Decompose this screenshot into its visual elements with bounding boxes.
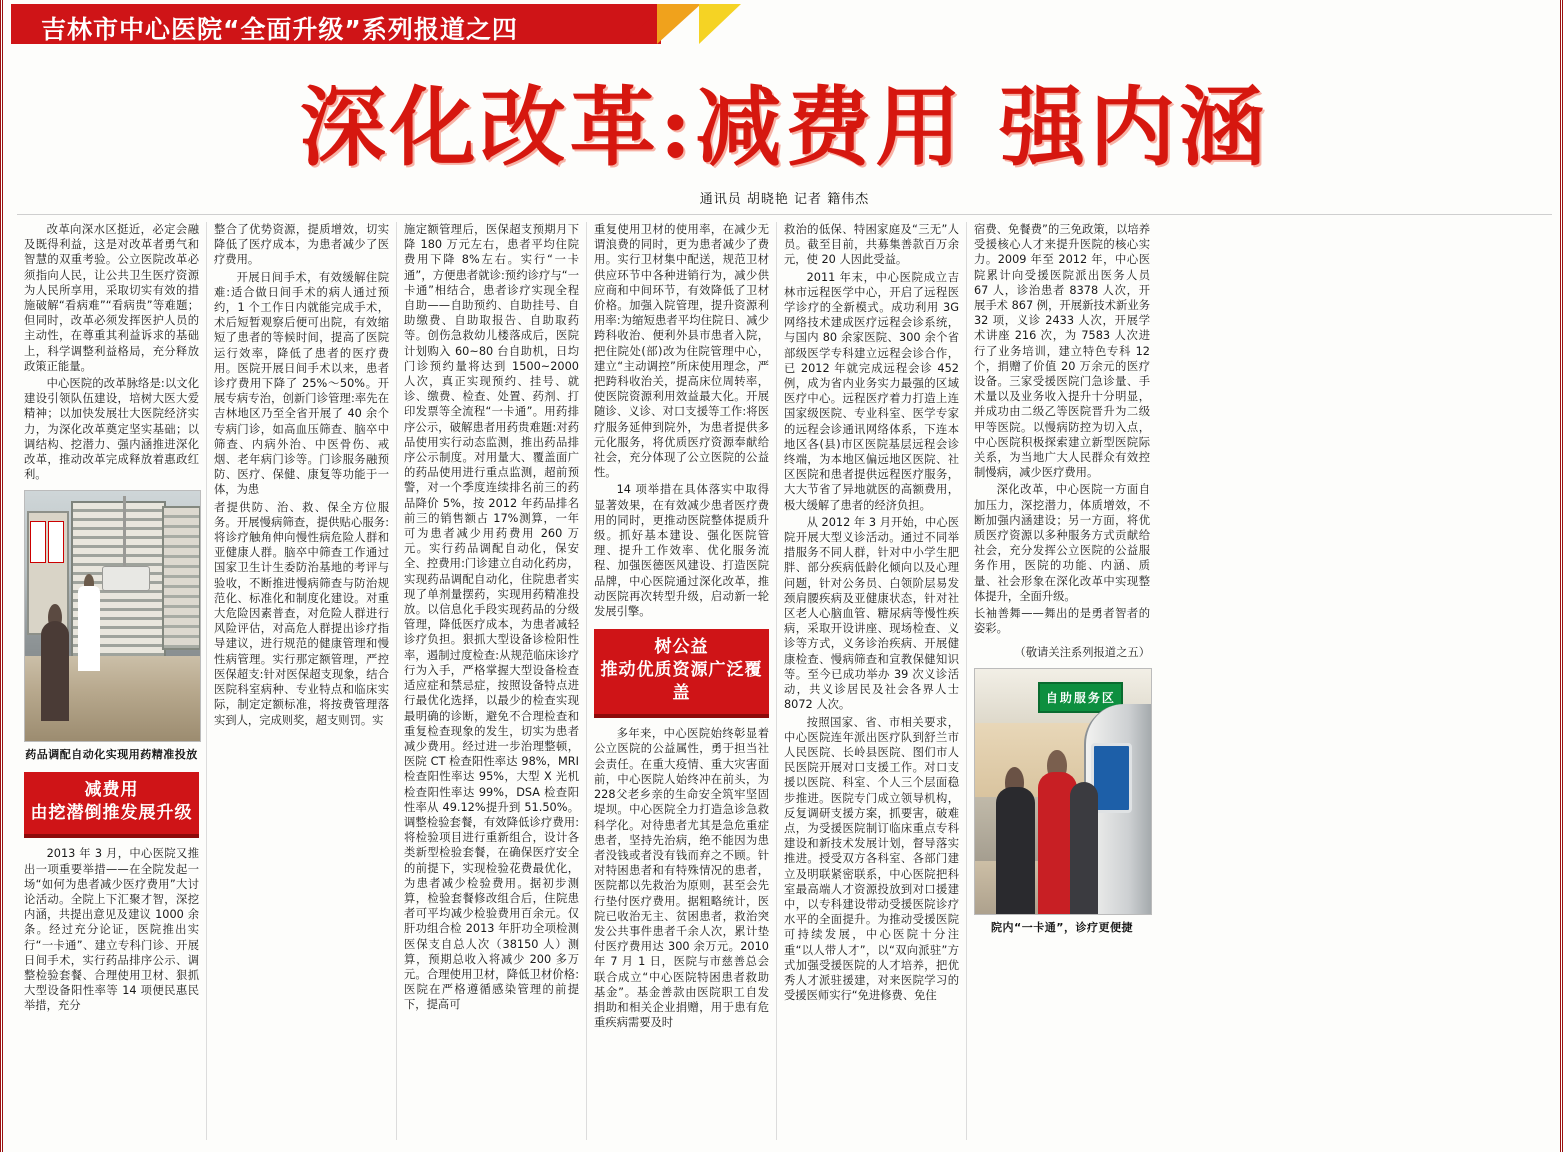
paragraph: 改革向深水区挺近，必定会融及既得利益，这是对改革者勇气和智慧的双重考验。公立医院改革必须指向人民，让公共卫生医疗资源为人民所享用，采取切实有效的措施破解“看病难”“看病贵”等难题；但同时，改革必须发挥医护人员的主动性，在尊重其利益诉求的基础上，科学调整利益格局，充分释放政策正能量。 <box>24 223 199 373</box>
self-service-sign: 自助服务区 <box>1038 682 1123 713</box>
series-label: 吉林市中心医院“全面升级”系列报道之四 <box>41 15 518 44</box>
section-header-public-welfare <box>594 629 769 718</box>
patient-body <box>41 621 69 721</box>
pharmacy-shelf-right <box>162 506 201 650</box>
lamp-arm <box>123 496 126 571</box>
section-header-line1: 减费用 <box>84 780 139 801</box>
byline: 通讯员 胡晓艳 记者 籍伟杰 <box>699 192 870 207</box>
photo-self-service-area <box>974 668 1152 915</box>
section-header-reduce-cost <box>24 772 199 838</box>
section-header-line2: 推动优质资源广泛覆盖 <box>600 660 763 704</box>
paragraph: 中心医院的改革脉络是:以文化建设引领队伍建设，培树大医大爱精神；以加快发展壮大医院经济实力，为深化改革奠定坚实基础；以调结构、挖潜力、强内涵推进深化改革，推动改革完成释放着惠政红利。 <box>24 377 199 482</box>
series-banner <box>11 4 1558 44</box>
column-3 <box>397 222 587 1140</box>
paragraph: 开展日间手术，有效缓解住院难:适合做日间手术的病人通过预约，1 个工作日内就能完成手术，术后短暂观察后便可出院，有效缩短了患者的等候时间，提高了医院运行效率，降低了患者的医疗费用。医院开展日间手术以来，患者诊疗费用下降了 25%～50%。开展专病专治，创新门诊管理:率先在吉林地区乃至全省开展了 40 余个专病门诊，如高血压筛查、脑卒中筛查、内病外治、中医骨伤、戒烟、老年病门诊等。门诊服务融预防、医疗、保健、康复等功能于一体，为患 <box>214 270 389 497</box>
column-1 <box>17 222 207 1140</box>
banner-orange-wedge <box>657 4 701 44</box>
paragraph: 按照国家、省、市相关要求，中心医院连年派出医疗队到舒兰市人民医院、长岭县医院、图们市人民医院开展对口支援工作。对口支援以医院、科室、个人三个层面稳步推进。医院专门成立领导机构，反复调研支援方案，抓要害，破难点，为受援医院制订临床重点专科建设和新技术发展计划，督导落实推进。授受双方各科室、各部门建立及明联紧密联系，中心医院把科室最高端人才资源投放到对口援建中，以专科建设带动受援医院诊疗水平的全面提升。为推动受援医院可持续发展，中心医院十分注重“以人带人才”，以“双向派驻”方式加强受援医院的人才培养，把优秀人才派驻援建，对来医院学习的受援医师实行“免进修费、免住 <box>784 715 959 1003</box>
article-columns <box>17 222 1552 1140</box>
column-4 <box>587 222 777 1140</box>
photo-caption: 药品调配自动化实现用药精准投放 <box>25 748 198 762</box>
paragraph: 14 项举措在具体落实中取得显著效果，在有效减少患者医疗费用的同时，更推动医院整体提质升级。抓好基本建设、强化医院管理、提升工作效率、优化服务流程、加强医德医风建设、打造医院品牌，中心医院通过深化改革，推动医院再次转型升级，启动新一轮发展引擎。 <box>594 483 769 619</box>
column-5 <box>777 222 967 1140</box>
wall-notice <box>30 521 46 563</box>
paragraph: 2013 年 3 月，中心医院又推出一项重要举措——在全院发起一场“如何为患者减少医疗费用”大讨论活动。全院上下汇聚才智，深挖内涵，共提出意见及建议 1000 余条。经过充分论证，医院推出实行“一卡通”、建立专科门诊、开展日间手术，实行药品排序公示、调整检验套餐、合理使用卫材、狠抓大型设备阳性率等 14 项便民惠民举措，充分 <box>24 847 199 1013</box>
header-divider <box>17 214 1552 215</box>
paragraph: 重复使用卫材的使用率，在减少无谓浪费的同时，更为患者减少了费用。实行卫材集中配送，规范卫材供应环节中各种进销行为，减少供应商和中间环节，有效降低了卫材价格。加强入院管理，提升资源利用率:为缩短患者平均住院日、减少跨科收治、便利外县市患者入院，把住院处(部)改为住院管理中心，建立“主动调控”所床使用理念，严把跨科收治关，提高床位周转率，使医院资源利用效益最大化。开展随诊、义诊、对口支援等工作:将医疗服务延伸到院外，为患者提供多元化服务，将优质医疗资源奉献给社会，充分体现了公立医院的公益性。 <box>594 223 769 480</box>
visitor-body <box>996 787 1035 914</box>
paragraph: 者提供防、治、救、保全方位服务。开展慢病筛查，提供贴心服务:将诊疗触角伸向慢性病危险人群和亚健康人群。脑卒中筛查工作通过国家卫生计生委防治基地的考评与验收，不断推进慢病筛查与防治规范化、标准化和制度化建设。对重大危险因素普查，对危险人群进行风险评估，对高危人群提出诊疗指导建议，进行规范的健康管理和慢性病管理。实行那定额管理，严控医保超支:针对医保超支现象，结合医院科室病种、专业特点和临床实际，制定定额标准，将按费管理落实到人，完成则奖，超支则罚。实 <box>214 500 389 727</box>
paragraph: 施定额管理后，医保超支预期月下降 180 万元左右，患者平均住院费用下降 8%左右。实行“一卡通”，方便患者就诊:预约诊疗与“一卡通”相结合，患者诊疗实现全程自助——自助预约、自助挂号、自助缴费、自助取报告、自助取药等。创伤急救幼儿楼落成后，医院计划购入 60~80 台自助机，日均门诊预约量将达到 1500~2000 人次，真正实现预约、挂号、就诊、缴费、检查、处置、药剂、打印发票等全流程“一卡通”。用药排序公示，破解患者用药贵难题:对药品使用实行动态监测，推出药品排序公示制度。对用量大、覆盖面广的药品使用进行重点监测，超前预警，对一个季度连续排名前三的药品降价 5%，按 2012 年药品排名前三的销售额占 17%测算，一年可为患者减少用药费用 260 万元。实行药品调配自动化，保安全、控费用:门诊建立自动化药房，实现药品调配自动化，住院患者实现了单剂量摆药，实现用药精准投放。以信息化手段实现药品的分级管理，降低医疗成本，为患者减轻诊疗负担。狠抓大型设备诊检阳性率，遏制过度检查:从规范临床诊疗行为入手，严格掌握大型设备检查适应症和禁忌症，按照设备特点进行最优化选择，以最少的检查实现最明确的诊断，避免不合理检查和重复检查现象的发生，切实为患者减少费用。经过进一步治理整顿，医院 CT 检查阳性率达 98%，MRI 检查阳性率达 95%，大型 X 光机检查阳性率达 99%，DSA 检查阳性率从 49.12%提升到 51.50%。调整检验套餐，有效降低诊疗费用:将检验项目进行重新组合，设计各类新型检验套餐，在确保医疗安全的前提下，实现检验花费最优化，为患者减少检验费用。据初步测算，检验套餐修改组合后，住院患者可平均减少检验费用百余元。仅肝功组合检 2013 年肝功全项检测医保支自总人次（38150 人）测算，预期总收入将减少 200 多万元。合理使用卫材，降低卫材价格:医院在严格遵循感染管理的前提下，提高可 <box>404 223 579 1012</box>
photo-pharmacy-automation <box>24 490 201 742</box>
section-header-line1: 树公益 <box>654 637 709 658</box>
paragraph: 深化改革，中心医院一方面自加压力，深挖潜力，体质增效，不断加强内涵建设；另一方面，将优质医疗资源以多种服务方式贡献给社会，充分发挥公立医院的公益服务作用，医院的功能、内涵、质量、社会形象在深化改革中实现整体提升，全面升级。 <box>974 483 1150 603</box>
banner-yellow-wedge <box>699 4 741 44</box>
photo-caption: 院内“一卡通”，诊疗更便捷 <box>991 921 1133 935</box>
wall-notice <box>48 521 64 563</box>
paragraph: 长袖善舞——舞出的是勇者智者的姿彩。 <box>974 607 1150 636</box>
pharmacist-body <box>78 586 101 671</box>
paragraph: 多年来，中心医院始终彰显着公立医院的公益属性，勇于担当社会责任。在重大疫情、重大灾害面前，中心医院人始终冲在前头，为228父老乡亲的生命安全筑牢坚固堤坝。中心医院全力打造急诊急救科学化。对待患者尤其是急危重症患者，坚持先治病，绝不能因为患者没钱或者没有钱而弃之不顾。针对特困患者和有特殊情况的患者，医院都以先救治为原则，甚至会先行垫付医疗费用。据粗略统计，医院已收治无主、贫困患者，救治突发公共事件患者千余人次，累计垫付医疗费用达 300 余万元。2010 年 7 月 1 日，医院与市慈善总会联合成立“中心医院特困患者救助基金”。基金善款由医院职工自发捐助和相关企业捐赠，用于患有危重疾病需要及时 <box>594 727 769 1030</box>
series-footnote: （敬请关注系列报道之五） <box>1014 646 1150 660</box>
column-2 <box>207 222 397 1140</box>
paragraph: 2011 年末，中心医院成立吉林市远程医学中心，开启了远程医学诊疗的全新模式。成功利用 3G 网络技术建成医疗远程会诊系统，与国内 80 余家医院、300 余个省部级医学专科建立远程会诊合作，已 2012 年就完成远程会诊 452 例，成为省内业务实力最强的区域医疗中心。远程医疗着力打造上连国家级医院、专业科室、医学专家的远程会诊通讯网络体系，下连本地区各(县)市区医院基层远程会诊终端，为本地区偏远地区医院、社区医院和患者提供远程医疗服务，大大节省了异地就医的高额费用，极大缓解了患者的经济负担。 <box>784 270 959 512</box>
ceiling-lamp <box>102 566 150 591</box>
paragraph: 整合了优势资源，提质增效，切实降低了医疗成本，为患者减少了医疗费用。 <box>214 223 389 267</box>
section-header-line2: 由挖潜倒推发展升级 <box>30 803 193 824</box>
patient-body-2 <box>1070 782 1098 914</box>
page-title: 深化改革:减费用 强内涵 <box>299 77 1270 178</box>
paragraph: 救治的低保、特困家庭及“三无”人员。截至目前，共募集善款百万余元，使 20 人因此受益。 <box>784 223 959 267</box>
paragraph: 宿费、免餐费”的三免政策，以培养受援核心人才来提升医院的核心实力。2009 年至 2012 年，中心医院累计向受援医院派出医务人员 67 人，诊治患者 8378 人次，开展手术 867 例，开展新技术新业务 32 项，义诊 2433 人次，开展学术讲座 216 次，为 7583 人次进行了业务培训，建立特色专科 12 个，捐赠了价值 20 万余元的医疗设备。三家受援医院门急诊量、手术量以及业务收入提升十分明显，并成功由二级乙等医院晋升为二级甲等医院。以慢病防控为切入点，中心医院积极探索建立新型医院际关系，为当地广大人民群众有效控制慢病，减少医疗费用。 <box>974 223 1150 480</box>
paragraph: 从 2012 年 3 月开始，中心医院开展大型义诊活动。通过不同举措服务不同人群，针对中小学生肥胖、部分疾病低龄化倾向以及心理问题，针对公务员、白领阶层易发颈肩腰疾病及亚健康状态，针对社区老人心脑血管、糖尿病等慢性疾病，采取开设讲座、现场检查、义诊等方式，义务诊治疾病、开展健康检查、慢病筛查和宣教保健知识等。至今已成功举办 39 次义诊活动，共义诊居民及社会各界人士 8072 人次。 <box>784 515 959 712</box>
column-6 <box>967 222 1157 1140</box>
